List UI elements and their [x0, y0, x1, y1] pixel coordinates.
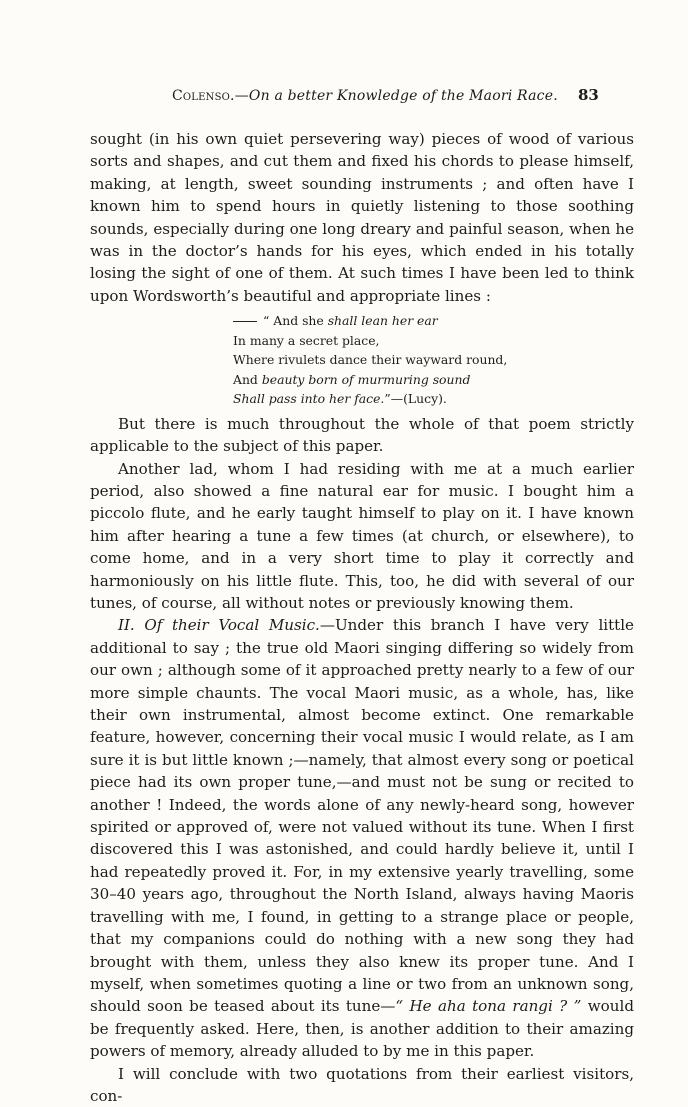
running-head: [172, 88, 558, 104]
verse-line-4-italic: beauty born of murmuring sound: [261, 371, 471, 387]
running-head-author: Colenso.: [172, 88, 235, 104]
page-body: [90, 128, 634, 1107]
running-header: [0, 86, 688, 112]
vocal-music-tail: would be frequently asked. Here, then, is another addition to their amazing powers of memory, already alluded to by me in this paper.: [90, 997, 634, 1061]
verse-line-5: [233, 389, 634, 409]
maori-quote: “ He aha tona rangi ? ”: [395, 997, 582, 1016]
verse-line-2: In many a secret place,: [233, 332, 380, 348]
paragraph-another-lad: Another lad, whom I had residing with me at a much earlier period, also showed a fine natural ear for music. I bought him a piccolo flute, and he early taught himself to play on it. I have known him after hearing a tune a few times (at church, or elsewhere), to come home, and in a very short time to play it correctly and harmoniously on his little flute. This, too, he did with several of our tunes, of course, all without notes or previously knowing them.: [90, 459, 634, 612]
paragraph-conclude: I will conclude with two quotations from their earliest visitors, con-: [90, 1064, 634, 1105]
verse-line-4: [233, 370, 634, 390]
page-number: 83: [578, 86, 599, 104]
verse-line-3: Where rivulets dance their wayward round,: [233, 352, 508, 368]
verse-line-1: [233, 311, 634, 331]
verse-lead-dash: [233, 321, 257, 322]
verse-line-4-start: And: [233, 371, 262, 387]
paragraph-continued: sought (in his own quiet persevering way) pieces of wood of various sorts and shapes, and cut them and fixed his chords to please himself, making, at length, sweet sounding instruments ; and often have I known him to spend hours in quietly listening to those soothing sounds, especially during one long dreary and painful season, when he was in the doctor’s hands for his eyes, which ended in his totally losing the sight of one of them. At such times I have been led to think upon Wordsworth’s beautiful and appropriate lines :: [90, 130, 634, 305]
running-head-title: On a better Knowledge of the Maori Race.: [248, 88, 558, 104]
verse-line-1-italic: shall lean her ear: [327, 313, 438, 329]
verse-quotation: [90, 307, 634, 413]
section-heading-vocal-music: II. Of their Vocal Music.: [118, 616, 320, 635]
paragraph-poem-applicable: But there is much throughout the whole of that poem strictly applicable to the subject of this paper.: [90, 414, 634, 456]
verse-line-1-start: “ And she: [263, 313, 328, 329]
paragraph-vocal-music: [90, 614, 634, 1062]
verse-line-5-italic: Shall pass into her face.: [233, 391, 385, 407]
verse-attribution: ”—(Lucy).: [384, 391, 447, 407]
vocal-music-body: —Under this branch I have very little additional to say ; the true old Maori singing differing so widely from our own ; although some of it approached pretty nearly to a few of our more simple chaunts. The vocal Maori music, as a whole, has, like their own instrumental, almost become extinct. One remarkable feature, however, concerning their vocal music I would relate, as I am sure it is but little known ;—namely, that almost every song or poetical piece had its own proper tune,—and must not be sung or recited to another ! Indeed, the words alone of any newly-heard song, however spirited or approved of, were not valued without its tune. When I first discovered this I was astonished, and could hardly believe it, until I had repeatedly proved it. For, in my extensive yearly travelling, some 30–40 years ago, throughout the North Island, always having Maoris travelling with me, I found, in getting to a strange place or people, that my companions could do nothing with a new song they had brought with them, unless they also knew its proper tune. And I myself, when sometimes quoting a line or two from an unknown song, should soon be teased about its tune—: [90, 616, 634, 1016]
running-head-separator: —: [234, 88, 249, 104]
